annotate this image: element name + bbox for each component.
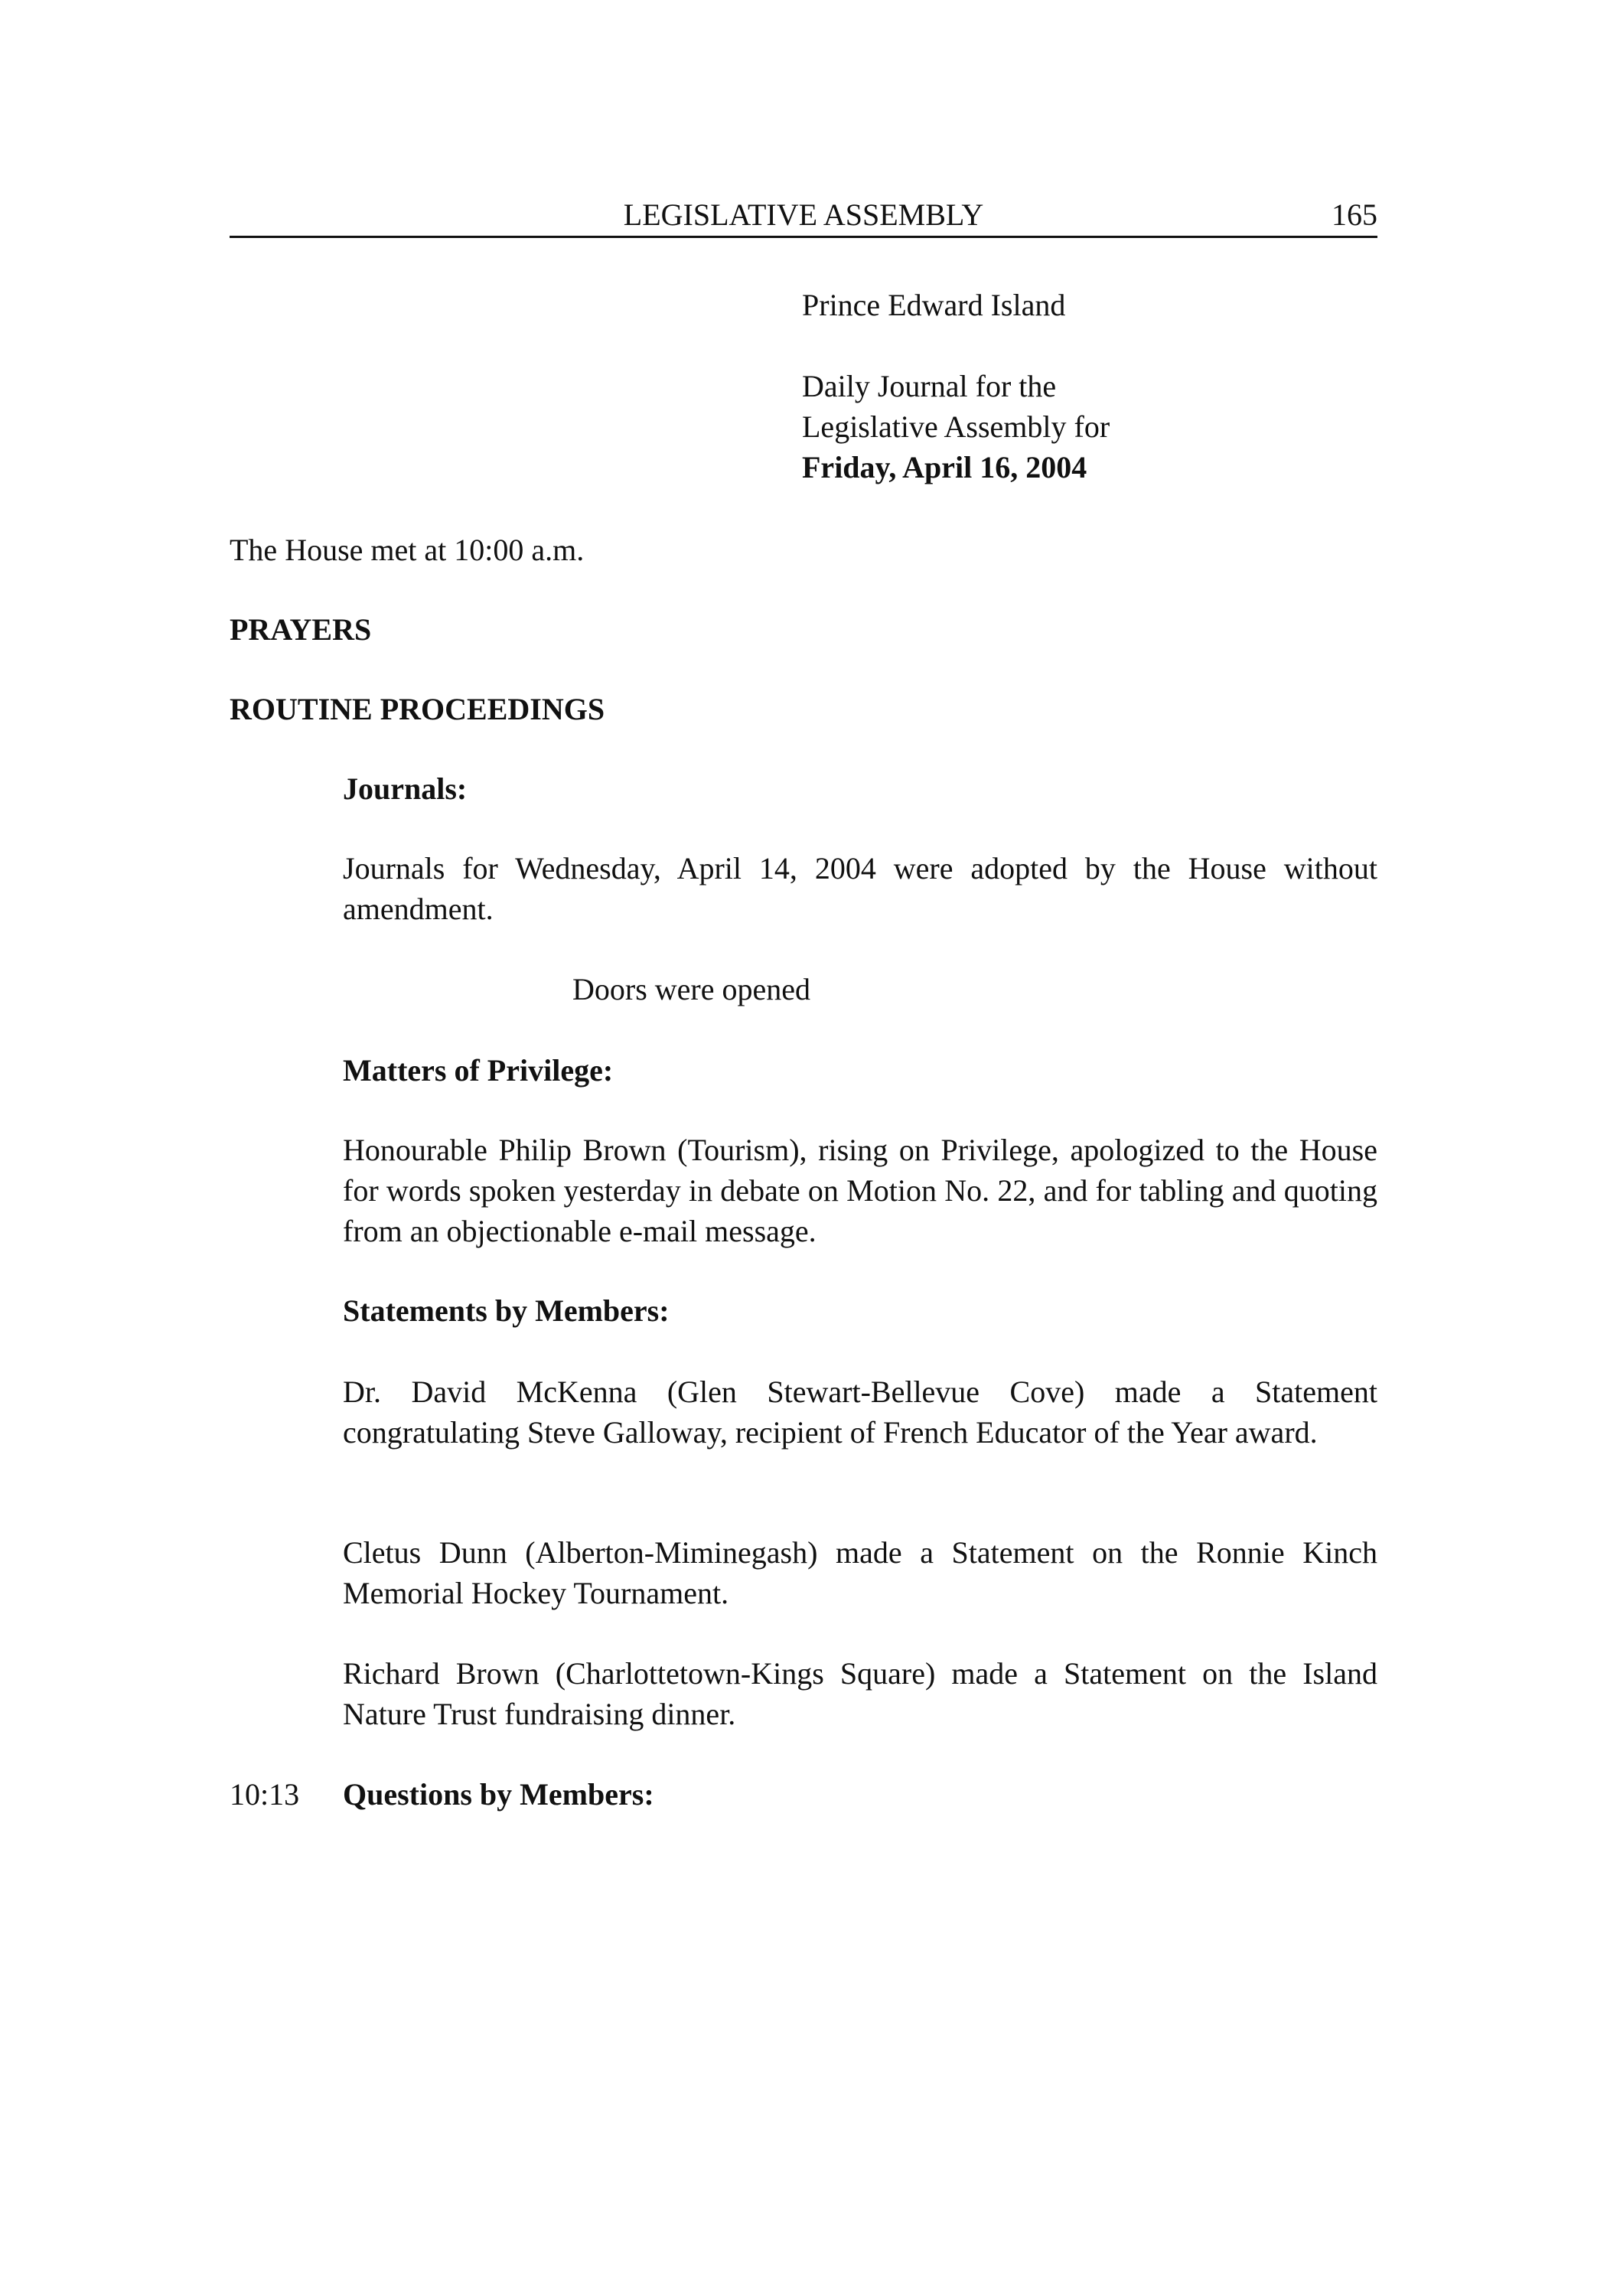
statements-heading: Statements by Members: [343, 1293, 670, 1328]
questions-heading: Questions by Members: [343, 1777, 654, 1812]
section-prayers: PRAYERS [230, 612, 372, 647]
masthead-line-1: Daily Journal for the [802, 369, 1057, 403]
page-number: 165 [1332, 197, 1377, 232]
questions-time: 10:13 [230, 1777, 300, 1812]
privilege-paragraph: Honourable Philip Brown (Tourism), rising on Privilege, apologized to the House for words spoken yesterday in debate on Motion No. 22, and for tabling and quoting from an objectionable e-mail message. [343, 1133, 1377, 1248]
masthead-province: Prince Edward Island [802, 288, 1066, 322]
header-rule [230, 236, 1377, 238]
masthead-line-2: Legislative Assembly for [802, 409, 1110, 444]
house-met-line: The House met at 10:00 a.m. [230, 533, 585, 567]
doors-opened-note: Doors were opened [572, 972, 810, 1006]
statement-item: Dr. David McKenna (Glen Stewart-Bellevue Cove) made a Statement congratulating Steve Galloway, recipient of French Educator of the Year award. [343, 1375, 1377, 1450]
section-routine-proceedings: ROUTINE PROCEEDINGS [230, 692, 605, 726]
journals-paragraph: Journals for Wednesday, April 14, 2004 were adopted by the House without amendment. [343, 851, 1377, 926]
statement-item: Cletus Dunn (Alberton-Miminegash) made a Statement on the Ronnie Kinch Memorial Hockey Tournament. [343, 1535, 1377, 1610]
statement-item: Richard Brown (Charlottetown-Kings Square) made a Statement on the Island Nature Trust fundraising dinner. [343, 1656, 1377, 1731]
journals-heading: Journals: [343, 771, 468, 806]
privilege-heading: Matters of Privilege: [343, 1053, 614, 1088]
running-header-title: LEGISLATIVE ASSEMBLY [623, 197, 984, 232]
masthead-date: Friday, April 16, 2004 [802, 450, 1087, 484]
